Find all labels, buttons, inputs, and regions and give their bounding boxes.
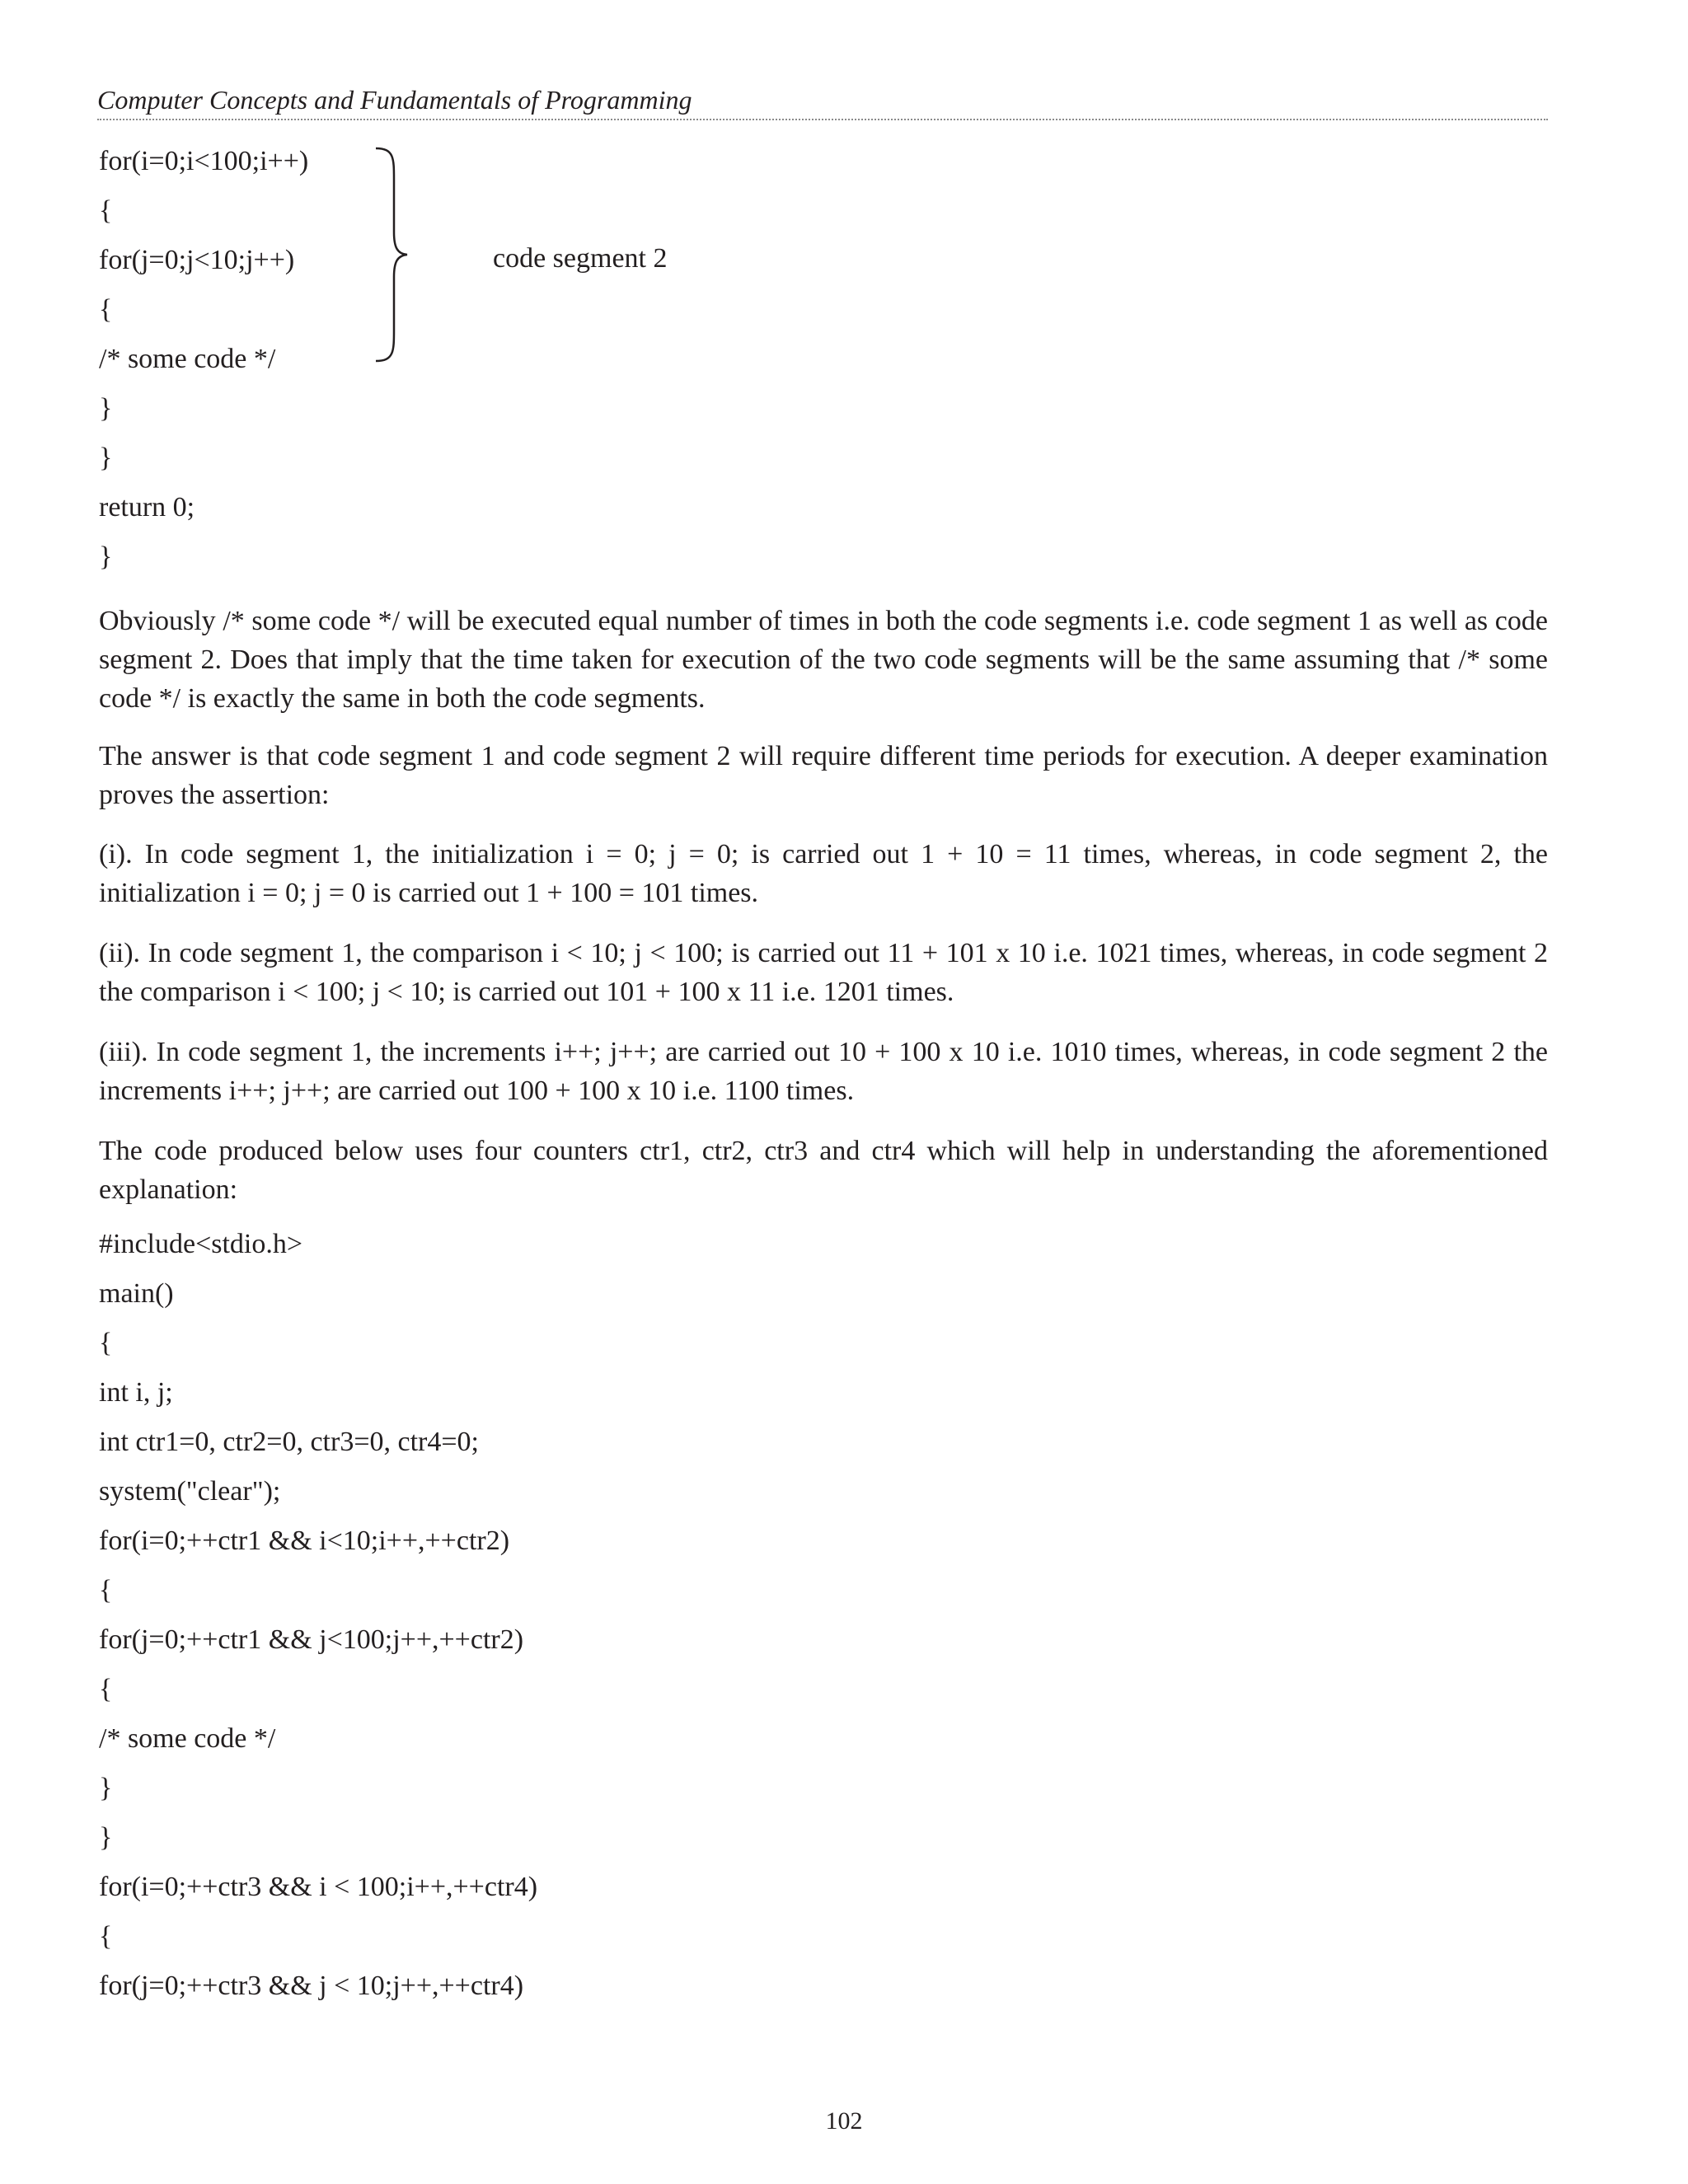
- code-line: return 0;: [99, 492, 195, 523]
- code-line: int ctr1=0, ctr2=0, ctr3=0, ctr4=0;: [99, 1427, 479, 1457]
- code-line: /* some code */: [99, 344, 276, 374]
- code-line: for(i=0;++ctr1 && i<10;i++,++ctr2): [99, 1526, 510, 1556]
- code-line: {: [99, 1921, 113, 1952]
- code-line: }: [99, 1773, 113, 1803]
- code-line: for(i=0;++ctr3 && i < 100;i++,++ctr4): [99, 1872, 538, 1902]
- code-line: for(j=0;j<10;j++): [99, 245, 295, 275]
- code-line: }: [99, 541, 113, 572]
- code-line: {: [99, 294, 113, 325]
- code-line: }: [99, 393, 113, 424]
- paragraph: Obviously /* some code */ will be executed equal number of times in both the code segments i.e. code segment 1 as well as code segment 2. Does that imply that the time taken for execution of the two code segments will be the same assuming that /* some code */ is exactly the same in both the code segments.: [99, 606, 1548, 714]
- curly-brace-icon: [373, 147, 422, 363]
- code-line: }: [99, 1822, 113, 1853]
- paragraph: (iii). In code segment 1, the increments i++; j++; are carried out 10 + 100 x 10 i.e. 1010 times, whereas, in code segment 2 the increments i++; j++; are carried out 100 + 100 x 10 i.e. 1100 times.: [99, 1037, 1548, 1106]
- code-line: for(j=0;++ctr3 && j < 10;j++,++ctr4): [99, 1971, 524, 2001]
- code-line: int i, j;: [99, 1377, 173, 1408]
- code-line: for(i=0;i<100;i++): [99, 146, 309, 176]
- code-line: {: [99, 1674, 113, 1704]
- paragraph: (i). In code segment 1, the initialization i = 0; j = 0; is carried out 1 + 10 = 11 times, whereas, in code segment 2, the initialization i = 0; j = 0 is carried out 1 + 100 = 101 times.: [99, 839, 1548, 908]
- paragraph: The answer is that code segment 1 and code segment 2 will require different time periods for execution. A deeper examination proves the assertion:: [99, 741, 1548, 810]
- code-line: {: [99, 1328, 113, 1358]
- code-line: }: [99, 443, 113, 473]
- code-line: {: [99, 1575, 113, 1605]
- code-line: #include<stdio.h>: [99, 1229, 303, 1259]
- code-line: {: [99, 195, 113, 226]
- paragraph: The code produced below uses four counters ctr1, ctr2, ctr3 and ctr4 which will help in understanding the aforementioned explanation:: [99, 1136, 1548, 1205]
- code-line: /* some code */: [99, 1723, 276, 1754]
- code-line: for(j=0;++ctr1 && j<100;j++,++ctr2): [99, 1624, 524, 1655]
- paragraph: (ii). In code segment 1, the comparison i < 10; j < 100; is carried out 11 + 101 x 10 i.e. 1021 times, whereas, in code segment 2 the comparison i < 100; j < 10; is carried out 101 + 100 x 11 i.e. 1201 times.: [99, 938, 1548, 1007]
- code-line: system("clear");: [99, 1476, 281, 1507]
- code-line: main(): [99, 1278, 174, 1309]
- brace-label: code segment 2: [493, 243, 668, 274]
- page-number: 102: [825, 2107, 863, 2135]
- running-header: Computer Concepts and Fundamentals of Programming: [97, 82, 1548, 120]
